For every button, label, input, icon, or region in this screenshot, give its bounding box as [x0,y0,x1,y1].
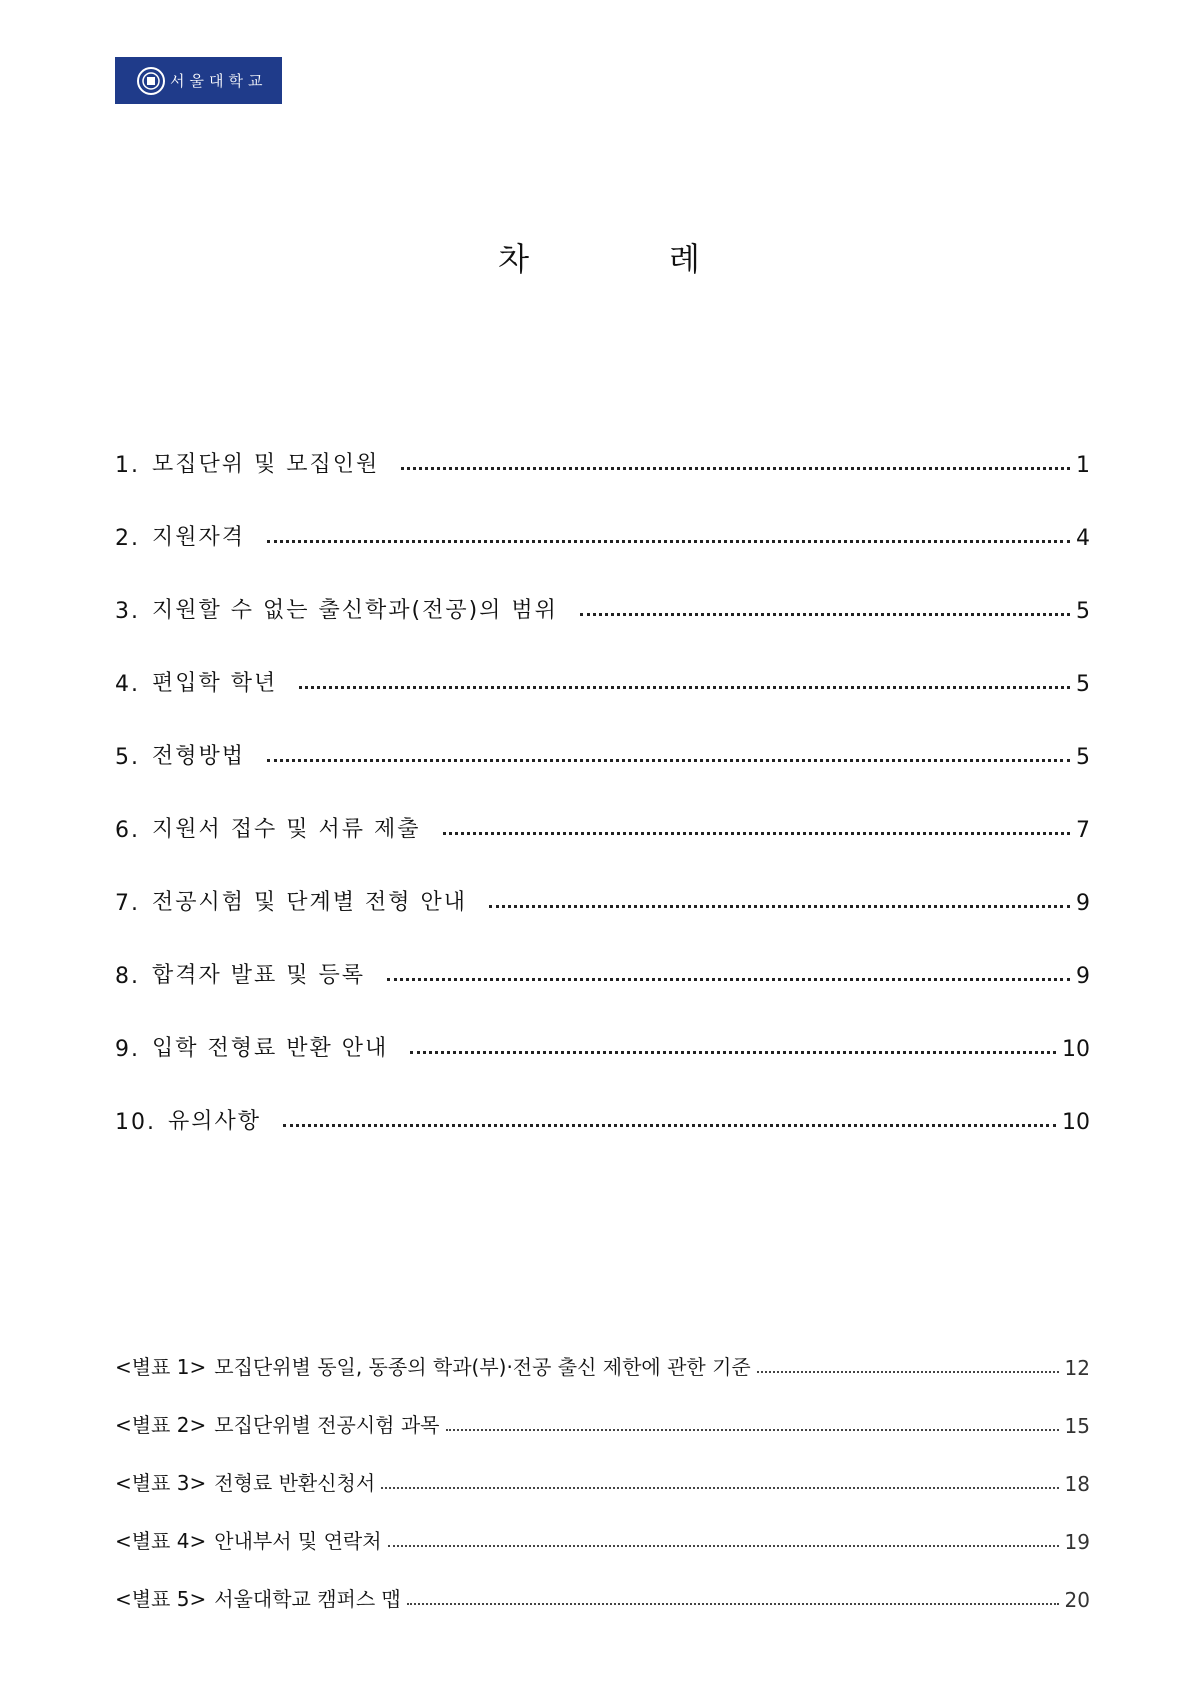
page-title [0,234,1198,280]
toc-number: 3. [115,599,140,624]
appendix-item[interactable] [115,1496,1090,1554]
toc-page: 5 [1076,745,1090,770]
toc-page: 10 [1062,1037,1090,1062]
toc-page: 4 [1076,526,1090,551]
toc-label: 지원할 수 없는 출신학과(전공)의 범위 [152,598,558,623]
toc-page: 7 [1076,818,1090,843]
appendix-label: <별표 2> [115,1413,207,1437]
toc-label: 전형방법 [152,744,246,769]
toc-number: 4. [115,672,140,697]
toc-item[interactable] [115,989,1090,1062]
toc-item[interactable] [115,1062,1090,1135]
leader-dots [267,540,1070,543]
toc-label: 지원자격 [152,525,246,550]
toc-number: 5. [115,745,140,770]
toc-number: 2. [115,526,140,551]
toc-label: 지원서 접수 및 서류 제출 [152,817,421,842]
leader-dots [401,467,1070,470]
toc-number: 10. [115,1110,156,1135]
leader-dots [267,759,1070,762]
toc-page: 5 [1076,599,1090,624]
leader-dots [757,1371,1059,1373]
toc-number: 6. [115,818,140,843]
toc-number: 1. [115,453,140,478]
appendix-item[interactable] [115,1554,1090,1612]
university-seal-icon [135,65,167,97]
toc-item[interactable] [115,916,1090,989]
appendix-item[interactable] [115,1322,1090,1380]
toc-page: 1 [1076,453,1090,478]
appendix-title: 모집단위별 전공시험 과목 [214,1413,440,1437]
toc-label: 전공시험 및 단계별 전형 안내 [152,890,467,915]
leader-dots [387,978,1070,981]
leader-dots [446,1429,1059,1431]
toc-item[interactable] [115,405,1090,478]
appendix-page: 12 [1064,1356,1090,1380]
toc-item[interactable] [115,478,1090,551]
toc-number: 9. [115,1037,140,1062]
title-char-left: 차 [498,240,529,278]
appendix-title: 안내부서 및 연락처 [214,1529,382,1553]
title-char-right: 례 [669,240,700,278]
toc-item[interactable] [115,624,1090,697]
appendix-label: <별표 1> [115,1355,207,1379]
appendix-label: <별표 3> [115,1471,207,1495]
appendix-title: 서울대학교 캠퍼스 맵 [214,1587,401,1611]
appendix-page: 20 [1064,1588,1090,1612]
toc-label: 입학 전형료 반환 안내 [152,1036,389,1061]
leader-dots [580,613,1070,616]
appendix-page: 18 [1064,1472,1090,1496]
toc-label: 유의사항 [168,1109,262,1134]
appendix-page: 15 [1064,1414,1090,1438]
toc-number: 8. [115,964,140,989]
toc-item[interactable] [115,551,1090,624]
leader-dots [407,1603,1059,1605]
leader-dots [443,832,1071,835]
leader-dots [283,1124,1056,1127]
toc-item[interactable] [115,770,1090,843]
appendix-item[interactable] [115,1380,1090,1438]
leader-dots [489,905,1070,908]
appendix-title: 전형료 반환신청서 [214,1471,376,1495]
toc-label: 합격자 발표 및 등록 [152,963,365,988]
appendix-item[interactable] [115,1438,1090,1496]
leader-dots [299,686,1070,689]
toc-item[interactable] [115,697,1090,770]
appendix-page: 19 [1064,1530,1090,1554]
toc-page: 10 [1062,1110,1090,1135]
university-logo [115,57,282,104]
toc-label: 모집단위 및 모집인원 [152,452,380,477]
toc-label: 편입학 학년 [152,671,278,696]
appendix-title: 모집단위별 동일, 동종의 학과(부)·전공 출신 제한에 관한 기준 [214,1355,751,1379]
appendix-label: <별표 4> [115,1529,207,1553]
logo-text: 서울대학교 [170,72,268,90]
appendix-list [115,1322,1090,1612]
table-of-contents [115,405,1090,1135]
toc-page: 9 [1076,891,1090,916]
leader-dots [381,1487,1058,1489]
appendix-label: <별표 5> [115,1587,207,1611]
toc-item[interactable] [115,843,1090,916]
toc-number: 7. [115,891,140,916]
leader-dots [388,1545,1059,1547]
toc-page: 5 [1076,672,1090,697]
leader-dots [410,1051,1056,1054]
toc-page: 9 [1076,964,1090,989]
